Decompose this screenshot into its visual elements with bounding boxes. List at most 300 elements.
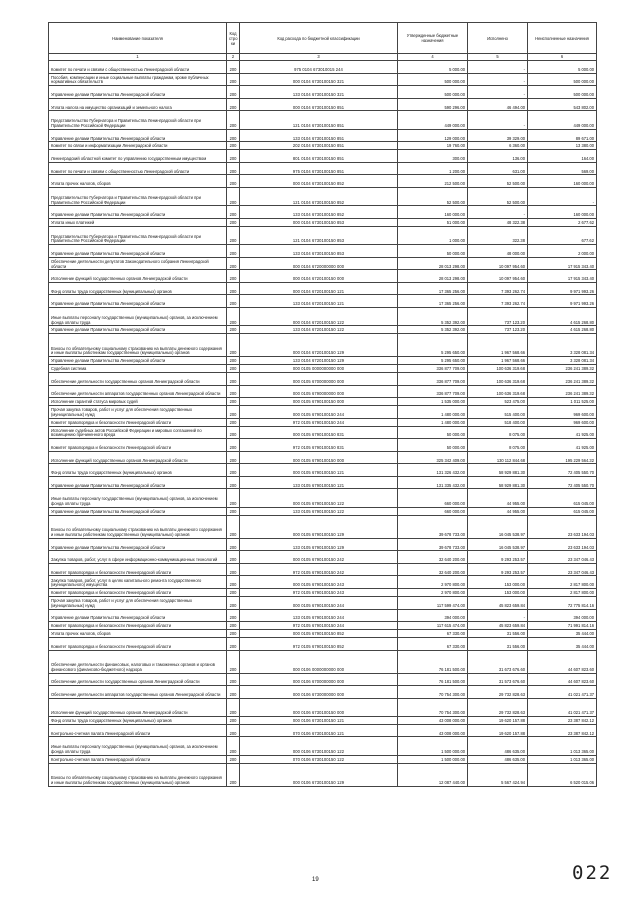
row-code: 200	[227, 673, 240, 686]
row-unexecuted: 35 444.00	[528, 630, 597, 638]
row-code: 200	[227, 686, 240, 699]
row-approved: 39 678 733.00	[398, 538, 468, 551]
column-number: 4	[398, 54, 468, 61]
row-code: 200	[227, 464, 240, 477]
row-approved: 43 008 000.00	[398, 724, 468, 737]
table-row	[49, 576, 597, 589]
row-unexecuted: 164.00	[528, 150, 597, 163]
row-name: Судебная система	[49, 365, 227, 373]
row-name: Закупка товаров, работ, услуг в сфере информационно-коммуникационных технологий	[49, 551, 227, 564]
row-code: 200	[227, 563, 240, 576]
row-approved: 67 330.00	[398, 637, 468, 650]
row-unexecuted: 160 000.00	[528, 206, 597, 219]
row-name: Управление делами Правительства Ленинградской области	[49, 206, 227, 219]
row-unexecuted: 236 241 389.32	[528, 365, 597, 373]
row-name: Комитет по печати и связям с общественностью Ленинградской области	[49, 162, 227, 175]
row-executed: 8 075.00	[468, 439, 528, 452]
row-approved: 50 000.00	[398, 439, 468, 452]
row-executed: 58 929 881.30	[468, 476, 528, 489]
row-unexecuted: 543 802.00	[528, 98, 597, 111]
row-executed: 486 635.00	[468, 737, 528, 755]
row-unexecuted: 4 615 268.80	[528, 307, 597, 325]
row-kbk: 000 0105 6790100150 243	[240, 576, 398, 589]
row-code: 200	[227, 507, 240, 515]
row-kbk: 000 0106 6730100150 122	[240, 737, 398, 755]
row-name: Управление делами Правительства Ленинградской области	[49, 129, 227, 142]
row-kbk: 133 0104 6720100150 129	[240, 357, 398, 365]
row-unexecuted: 41 925.00	[528, 426, 597, 439]
row-kbk: 000 0105 6790100150 000	[240, 451, 398, 464]
row-unexecuted: 44 607 823.60	[528, 650, 597, 673]
table-row	[49, 365, 597, 373]
row-code: 200	[227, 245, 240, 258]
row-name: Комитет правопорядка и безопасности Ленинградской области	[49, 563, 227, 576]
row-code: 200	[227, 698, 240, 716]
row-kbk: 000 0104 6720100150 122	[240, 307, 398, 325]
row-executed: 7 393 262.74	[468, 282, 528, 295]
row-code: 200	[227, 489, 240, 507]
row-approved: 325 342 409.00	[398, 451, 468, 464]
row-kbk: 000 0105 6790000000 000	[240, 385, 398, 398]
row-kbk: 133 0104 6730100150 852	[240, 206, 398, 219]
column-number-row	[49, 54, 597, 61]
row-code: 200	[227, 637, 240, 650]
table-row	[49, 61, 597, 74]
row-unexecuted: 72 405 550.70	[528, 464, 597, 477]
row-code: 200	[227, 538, 240, 551]
row-unexecuted: 394 000.00	[528, 609, 597, 622]
row-approved: 39 678 733.00	[398, 515, 468, 538]
table-row	[49, 357, 597, 365]
row-kbk: 975 0104 673010015 244	[240, 61, 398, 74]
row-name: Управление делами Правительства Ленинградской области	[49, 507, 227, 515]
row-approved: 76 181 500.00	[398, 650, 468, 673]
row-kbk: 000 0104 6720000000 000	[240, 257, 398, 270]
table-row	[49, 175, 597, 188]
row-kbk: 000 0104 6720100150 000	[240, 270, 398, 283]
row-code: 200	[227, 763, 240, 786]
table-row	[49, 206, 597, 219]
row-executed: -	[468, 73, 528, 86]
table-row	[49, 451, 597, 464]
table-row	[49, 489, 597, 507]
row-name: Иные выплаты персоналу государственных (муниципальных) органов, за исключением фонда оплаты труда	[49, 737, 227, 755]
row-approved: 1 000.00	[398, 226, 468, 244]
row-name: Фонд оплаты труда государственных (муниципальных) органов	[49, 282, 227, 295]
table-row	[49, 295, 597, 308]
row-name: Обеспечение деятельности депутатов Законодательного собрания Ленинградской области	[49, 257, 227, 270]
row-name: Управление делами Правительства Ленинградской области	[49, 295, 227, 308]
row-kbk: 000 0104 6730100150 852	[240, 175, 398, 188]
row-executed: 486 635.00	[468, 755, 528, 763]
row-name: Представительство Губернатора и Правительства Ленинградской области при Правительстве Российской Федерации	[49, 226, 227, 244]
row-kbk: 000 0105 6790100150 244	[240, 406, 398, 419]
row-kbk: 801 0104 6730100150 851	[240, 150, 398, 163]
row-approved: 300.00	[398, 150, 468, 163]
row-approved: 51 000.00	[398, 218, 468, 226]
row-unexecuted: 41 021 471.37	[528, 698, 597, 716]
archive-stamp-number: 022	[572, 862, 613, 884]
table-row	[49, 737, 597, 755]
table-row	[49, 563, 597, 576]
table-row	[49, 673, 597, 686]
row-name: Прочая закупка товаров, работ и услуг для обеспечения государственных (муниципальных) нужд	[49, 406, 227, 419]
row-kbk: 121 0104 6730100150 852	[240, 187, 398, 205]
row-code: 200	[227, 357, 240, 365]
table-row	[49, 716, 597, 724]
row-code: 200	[227, 576, 240, 589]
table-row	[49, 686, 597, 699]
row-code: 200	[227, 650, 240, 673]
row-executed: 44 955.00	[468, 507, 528, 515]
row-executed: 31 573 676.60	[468, 673, 528, 686]
row-executed: 29 732 828.63	[468, 686, 528, 699]
row-approved: 117 615 474.00	[398, 622, 468, 630]
row-approved: 394 000.00	[398, 609, 468, 622]
table-row	[49, 622, 597, 630]
row-approved: 32 640 200.00	[398, 563, 468, 576]
row-name: Управление делами Правительства Ленинградской области	[49, 245, 227, 258]
row-kbk: 121 0104 6730100150 853	[240, 226, 398, 244]
row-executed: 518 400.00	[468, 418, 528, 426]
column-number: 3	[240, 54, 398, 61]
row-approved: 1 200.00	[398, 162, 468, 175]
row-executed: 58 929 881.30	[468, 464, 528, 477]
row-unexecuted: 2 677.62	[528, 218, 597, 226]
row-unexecuted: 1 013 365.00	[528, 755, 597, 763]
row-unexecuted: 6 520 015.06	[528, 763, 597, 786]
row-code: 200	[227, 334, 240, 357]
row-name: Иные выплаты персоналу государственных (муниципальных) органов, за исключением фонда оплаты труда	[49, 307, 227, 325]
row-code: 200	[227, 129, 240, 142]
row-executed: 10 097 954.60	[468, 257, 528, 270]
table-row	[49, 86, 597, 99]
row-kbk: 972 0105 6790100150 244	[240, 418, 398, 426]
row-unexecuted: 23 387 842.12	[528, 716, 597, 724]
row-name: Комитет по связи и информатизации Ленинградской области	[49, 142, 227, 150]
row-approved: 449 000.00	[398, 111, 468, 129]
row-executed: 100 636 319.68	[468, 385, 528, 398]
row-code: 200	[227, 365, 240, 373]
row-unexecuted: 1 011 525.00	[528, 398, 597, 406]
row-approved: 129 000.00	[398, 129, 468, 142]
row-name: Управление делами Правительства Ленинградской области	[49, 357, 227, 365]
row-approved: 1 500 000.00	[398, 755, 468, 763]
table-row	[49, 307, 597, 325]
table-row	[49, 270, 597, 283]
row-name: Уплата иных платежей	[49, 218, 227, 226]
row-kbk: 133 0105 6790100150 121	[240, 476, 398, 489]
row-unexecuted: 160 000.00	[528, 175, 597, 188]
header-kbk: Код расхода по бюджетной классификации	[240, 23, 398, 54]
row-kbk: 000 0106 6700000000 000	[240, 673, 398, 686]
row-approved: 70 754 300.00	[398, 698, 468, 716]
row-name: Исполнение функций государственных органов Ленинградской области	[49, 698, 227, 716]
row-executed: 29 732 828.63	[468, 698, 528, 716]
row-executed: 130 112 844.68	[468, 451, 528, 464]
table-row	[49, 637, 597, 650]
row-kbk: 133 0105 6790100150 122	[240, 507, 398, 515]
row-executed: 8 075.00	[468, 426, 528, 439]
row-unexecuted: 615 045.00	[528, 489, 597, 507]
table-row	[49, 218, 597, 226]
row-approved: 1 480 000.00	[398, 418, 468, 426]
row-kbk: 070 0106 6730100150 122	[240, 755, 398, 763]
row-executed: 45 823 659.84	[468, 596, 528, 609]
row-unexecuted: 500 000.00	[528, 86, 597, 99]
row-kbk: 000 0104 6730100150 321	[240, 73, 398, 86]
row-code: 200	[227, 61, 240, 74]
row-unexecuted: 569.00	[528, 162, 597, 175]
row-name: Взносы по обязательному социальному страхованию на выплаты денежного содержания и иные выплаты работникам государственных (муниципальных) органов	[49, 763, 227, 786]
row-kbk: 000 0106 0000000000 000	[240, 650, 398, 673]
row-name: Комитет правопорядка и безопасности Ленинградской области	[49, 418, 227, 426]
row-name: Ленинградский областной комитет по управлению государственным имуществом	[49, 150, 227, 163]
table-row	[49, 398, 597, 406]
row-code: 200	[227, 111, 240, 129]
header-approved: Утвержденные бюджетные назначения	[398, 23, 468, 54]
row-kbk: 000 0106 6730000000 000	[240, 686, 398, 699]
row-code: 200	[227, 307, 240, 325]
table-row	[49, 385, 597, 398]
column-number: 2	[227, 54, 240, 61]
row-kbk: 000 0105 6790100150 121	[240, 464, 398, 477]
row-kbk: 000 0105 0000000000 000	[240, 365, 398, 373]
row-unexecuted: 35 444.00	[528, 637, 597, 650]
row-name: Уплата прочих налогов, сборов	[49, 175, 227, 188]
row-executed: 19 620 157.88	[468, 724, 528, 737]
row-unexecuted: 9 971 993.26	[528, 295, 597, 308]
row-kbk: 121 0104 6730100150 851	[240, 111, 398, 129]
row-name: Исполнение функций государственных органов Ленинградской области	[49, 270, 227, 283]
row-kbk: 000 0105 6790100150 852	[240, 630, 398, 638]
table-row	[49, 142, 597, 150]
row-executed: 100 636 319.68	[468, 372, 528, 385]
row-kbk: 000 0105 6700000000 000	[240, 372, 398, 385]
row-approved: 67 330.00	[398, 630, 468, 638]
row-code: 200	[227, 755, 240, 763]
row-executed: 9 293 253.57	[468, 563, 528, 576]
row-name: Уплата налога на имущество организаций и земельного налога	[49, 98, 227, 111]
table-row	[49, 406, 597, 419]
row-executed: 322.38	[468, 226, 528, 244]
row-code: 200	[227, 295, 240, 308]
row-unexecuted: 44 607 823.60	[528, 673, 597, 686]
row-executed: 1 967 568.66	[468, 357, 528, 365]
row-approved: 32 640 200.00	[398, 551, 468, 564]
row-approved: 2 970 800.00	[398, 576, 468, 589]
row-unexecuted: 9 971 993.26	[528, 282, 597, 295]
row-executed: 1 967 568.66	[468, 334, 528, 357]
row-code: 200	[227, 372, 240, 385]
row-approved: 76 181 500.00	[398, 673, 468, 686]
table-row	[49, 245, 597, 258]
row-code: 200	[227, 142, 240, 150]
row-approved: 5 295 650.00	[398, 334, 468, 357]
row-executed: 16 045 538.97	[468, 515, 528, 538]
table-row	[49, 515, 597, 538]
row-unexecuted: 23 633 194.03	[528, 538, 597, 551]
row-name: Контрольно-счетная палата Ленинградской области	[49, 755, 227, 763]
row-name: Обеспечение деятельности государственных органов Ленинградской области	[49, 673, 227, 686]
table-row	[49, 111, 597, 129]
row-kbk: 000 0104 6730100150 851	[240, 98, 398, 111]
row-code: 200	[227, 326, 240, 334]
row-code: 200	[227, 724, 240, 737]
row-code: 200	[227, 515, 240, 538]
row-name: Исполнение гарантий статуса мировых судей	[49, 398, 227, 406]
row-executed: 737 123.20	[468, 307, 528, 325]
table-row	[49, 98, 597, 111]
row-code: 200	[227, 451, 240, 464]
row-name: Управление делами Правительства Ленинградской области	[49, 476, 227, 489]
row-unexecuted: 72 775 814.16	[528, 596, 597, 609]
row-executed: 10 097 954.60	[468, 270, 528, 283]
table-row	[49, 551, 597, 564]
row-executed: 31 556.00	[468, 630, 528, 638]
row-name: Обеспечение деятельности финансовых, налоговых и таможенных органов и органов финансового (финансово-бюджетного) надзора	[49, 650, 227, 673]
row-approved: 52 500.00	[398, 187, 468, 205]
row-approved: 212 500.00	[398, 175, 468, 188]
row-unexecuted: 17 915 343.40	[528, 257, 597, 270]
row-kbk: 972 0105 6790100150 243	[240, 589, 398, 597]
table-row	[49, 596, 597, 609]
row-approved: 117 599 474.00	[398, 596, 468, 609]
row-approved: 50 000.00	[398, 245, 468, 258]
row-unexecuted: 500 000.00	[528, 73, 597, 86]
row-approved: 336 877 709.00	[398, 372, 468, 385]
row-unexecuted: 2 817 800.00	[528, 589, 597, 597]
row-executed: 631.00	[468, 162, 528, 175]
row-approved: 1 500 000.00	[398, 737, 468, 755]
row-executed: 45 823 659.84	[468, 622, 528, 630]
row-unexecuted: 236 241 389.32	[528, 372, 597, 385]
row-executed: 515 400.00	[468, 406, 528, 419]
row-kbk: 000 0105 6790100150 122	[240, 489, 398, 507]
row-approved: 17 365 256.00	[398, 282, 468, 295]
table-row	[49, 755, 597, 763]
row-name: Управление делами Правительства Ленинградской области	[49, 326, 227, 334]
row-name: Исполнение функций государственных органов Ленинградской области	[49, 451, 227, 464]
row-code: 200	[227, 206, 240, 219]
row-kbk: 000 0104 6730100150 853	[240, 218, 398, 226]
row-unexecuted: 449 000.00	[528, 111, 597, 129]
row-name: Комитет правопорядка и безопасности Ленинградской области	[49, 622, 227, 630]
row-kbk: 133 0105 6790100150 129	[240, 538, 398, 551]
row-name: Контрольно-счетная палата Ленинградской области	[49, 724, 227, 737]
row-unexecuted: 23 387 842.12	[528, 724, 597, 737]
row-name: Комитет по печати и связям с общественностью Ленинградской области	[49, 61, 227, 74]
row-unexecuted: 969 600.00	[528, 406, 597, 419]
header-name: Наименование показателя	[49, 23, 227, 54]
row-approved: 43 008 000.00	[398, 716, 468, 724]
row-unexecuted: 969 600.00	[528, 418, 597, 426]
row-code: 200	[227, 439, 240, 452]
row-approved: 5 000.00	[398, 61, 468, 74]
row-approved: 2 970 800.00	[398, 589, 468, 597]
row-code: 200	[227, 476, 240, 489]
row-executed: 737 123.20	[468, 326, 528, 334]
row-code: 200	[227, 218, 240, 226]
row-name: Фонд оплаты труда государственных (муниципальных) органов	[49, 464, 227, 477]
row-code: 200	[227, 282, 240, 295]
row-executed: 44 955.00	[468, 489, 528, 507]
row-name: Фонд оплаты труда государственных (муниципальных) органов	[49, 716, 227, 724]
row-code: 200	[227, 609, 240, 622]
row-code: 200	[227, 596, 240, 609]
row-executed: 153 000.00	[468, 589, 528, 597]
column-number: 6	[528, 54, 597, 61]
table-row	[49, 418, 597, 426]
row-code: 200	[227, 86, 240, 99]
row-approved: 5 295 650.00	[398, 357, 468, 365]
row-kbk: 133 0104 6730100150 853	[240, 245, 398, 258]
row-approved: 590 296.00	[398, 98, 468, 111]
table-row	[49, 507, 597, 515]
table-row	[49, 439, 597, 452]
row-name: Прочая закупка товаров, работ и услуг для обеспечения государственных (муниципальных) нужд	[49, 596, 227, 609]
header-executed: Исполнено	[468, 23, 528, 54]
row-executed: 46 494.00	[468, 98, 528, 111]
row-code: 200	[227, 551, 240, 564]
row-approved: 12 087 440.00	[398, 763, 468, 786]
row-approved: 5 352 392.00	[398, 326, 468, 334]
row-name: Взносы по обязательному социальному страхованию на выплаты денежного содержания и иные выплаты работникам государственных (муниципальных) органов	[49, 334, 227, 357]
row-name: Комитет правопорядка и безопасности Ленинградской области	[49, 637, 227, 650]
page-number: 19	[312, 877, 319, 883]
budget-execution-table	[48, 22, 597, 787]
row-kbk: 972 0105 6790100150 242	[240, 563, 398, 576]
row-unexecuted: 17 915 343.40	[528, 270, 597, 283]
row-code: 200	[227, 589, 240, 597]
row-kbk: 972 0105 6790100150 831	[240, 439, 398, 452]
row-executed: 153 000.00	[468, 576, 528, 589]
row-code: 200	[227, 418, 240, 426]
row-code: 200	[227, 622, 240, 630]
row-code: 200	[227, 406, 240, 419]
row-executed: -	[468, 206, 528, 219]
row-kbk: 000 0104 6720100150 129	[240, 334, 398, 357]
table-row	[49, 162, 597, 175]
row-executed: -	[468, 61, 528, 74]
row-name: Представительство Губернатора и Правительства Ленинградской области при Правительстве Российской Федерации	[49, 111, 227, 129]
header-unexecuted: Неисполненные назначения	[528, 23, 597, 54]
row-kbk: 133 0104 6730100150 321	[240, 86, 398, 99]
row-unexecuted: 2 000.00	[528, 245, 597, 258]
row-executed: 39 329.00	[468, 129, 528, 142]
row-code: 200	[227, 73, 240, 86]
table-row	[49, 282, 597, 295]
row-executed: 48 322.38	[468, 218, 528, 226]
row-executed: -	[468, 609, 528, 622]
row-kbk: 000 0105 6790100150 129	[240, 515, 398, 538]
row-executed: 7 393 262.74	[468, 295, 528, 308]
row-approved: 28 013 298.00	[398, 270, 468, 283]
row-approved: 19 760.00	[398, 142, 468, 150]
column-number: 1	[49, 54, 227, 61]
row-name: Управление делами Правительства Ленинградской области	[49, 609, 227, 622]
row-approved: 17 365 256.00	[398, 295, 468, 308]
row-unexecuted: 89 671.00	[528, 129, 597, 142]
row-unexecuted: 23 633 194.03	[528, 515, 597, 538]
row-unexecuted: 2 817 800.00	[528, 576, 597, 589]
row-unexecuted: 677.62	[528, 226, 597, 244]
row-unexecuted: 23 347 046.43	[528, 551, 597, 564]
row-executed: 19 620 157.88	[468, 716, 528, 724]
row-kbk: 000 0105 6790100150 244	[240, 596, 398, 609]
report-sheet	[48, 22, 596, 787]
row-unexecuted: 3 328 081.34	[528, 334, 597, 357]
